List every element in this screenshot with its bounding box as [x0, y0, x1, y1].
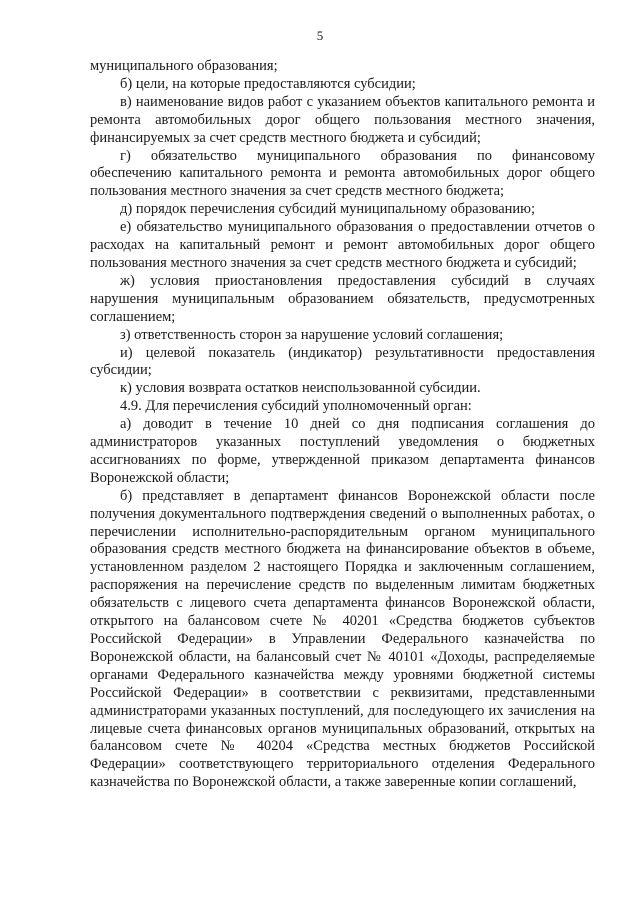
- paragraph-item-b-goals: б) цели, на которые предоставляются субсидии;: [120, 75, 416, 92]
- paragraph-item-i-indicator: и) целевой показатель (индикатор) результативности предоставления субсидии;: [90, 344, 595, 379]
- paragraph-continuation: муниципального образования;: [90, 58, 278, 74]
- paragraph-item-b-submission: б) представляет в департамент финансов Воронежской области после получения документального подтверждения сведений о выполненных работах, о перечислении исполнительно-распорядительным органом муниципального образования средств местного бюджета на финансирование объектов в объеме, установленном разделом 2 настоящего Порядка и заключенным соглашением, распоряжения на перечисление средств по выделенным лимитам бюджетных обязательств с лицевого счета департамента финансов Воронежской области, открытого на балансовом счете № 40201 «Средства бюджетов субъектов Российской Федерации» в Управлении Федерального казначейства по Воронежской области, на балансовый счет № 40101 «Доходы, распределяемые органами Федерального казначейства между уровнями бюджетной системы Российской Федерации» в соответствии с реквизитами, представленными администраторами указанных поступлений, для последующего их зачисления на лицевые счета финансовых органов муниципальных образований, открытых на балансовом счете № 40204 «Средства местных бюджетов Российской Федерации» соответствующего территориального отделения Федерального казначейства по Воронежской области, а также заверенные копии соглашений,: [90, 487, 595, 791]
- paragraph-item-g-obligation: г) обязательство муниципального образования по финансовому обеспечению капитального ремонта и ремонта автомобильных дорог общего пользования местного значения за счет средств местного бюджета;: [90, 147, 595, 200]
- paragraph-item-zh-suspension: ж) условия приостановления предоставления субсидий в случаях нарушения муниципальным образованием обязательств, предусмотренных соглашением;: [90, 272, 595, 325]
- paragraph-item-v-work-types: в) наименование видов работ с указанием объектов капитального ремонта и ремонта автомобильных дорог общего пользования местного значения, финансируемых за счет средств местного бюджета и субсидий;: [90, 93, 595, 146]
- paragraph-item-k-return: к) условия возврата остатков неиспользованной субсидии.: [120, 380, 481, 397]
- paragraph-item-e-reporting: е) обязательство муниципального образования о предоставлении отчетов о расходах на капитальный ремонт и ремонт автомобильных дорог общего пользования местного значения за счет средств местного бюджета и субсидий;: [90, 219, 595, 271]
- paragraph-item-d-transfer-order: д) порядок перечисления субсидий муниципальному образованию;: [120, 201, 536, 218]
- page-number: 5: [316, 28, 324, 43]
- paragraph-section-4-9: 4.9. Для перечисления субсидий уполномоченный орган:: [120, 398, 472, 415]
- paragraph-item-a-notification: а) доводит в течение 10 дней со дня подписания соглашения до администраторов указанных поступлений уведомления о бюджетных ассигнованиях по форме, утвержденной приказом департамента финансов Воронежской области;: [90, 416, 595, 486]
- document-body: [90, 58, 595, 792]
- paragraph-item-z-responsibility: з) ответственность сторон за нарушение условий соглашения;: [120, 326, 504, 343]
